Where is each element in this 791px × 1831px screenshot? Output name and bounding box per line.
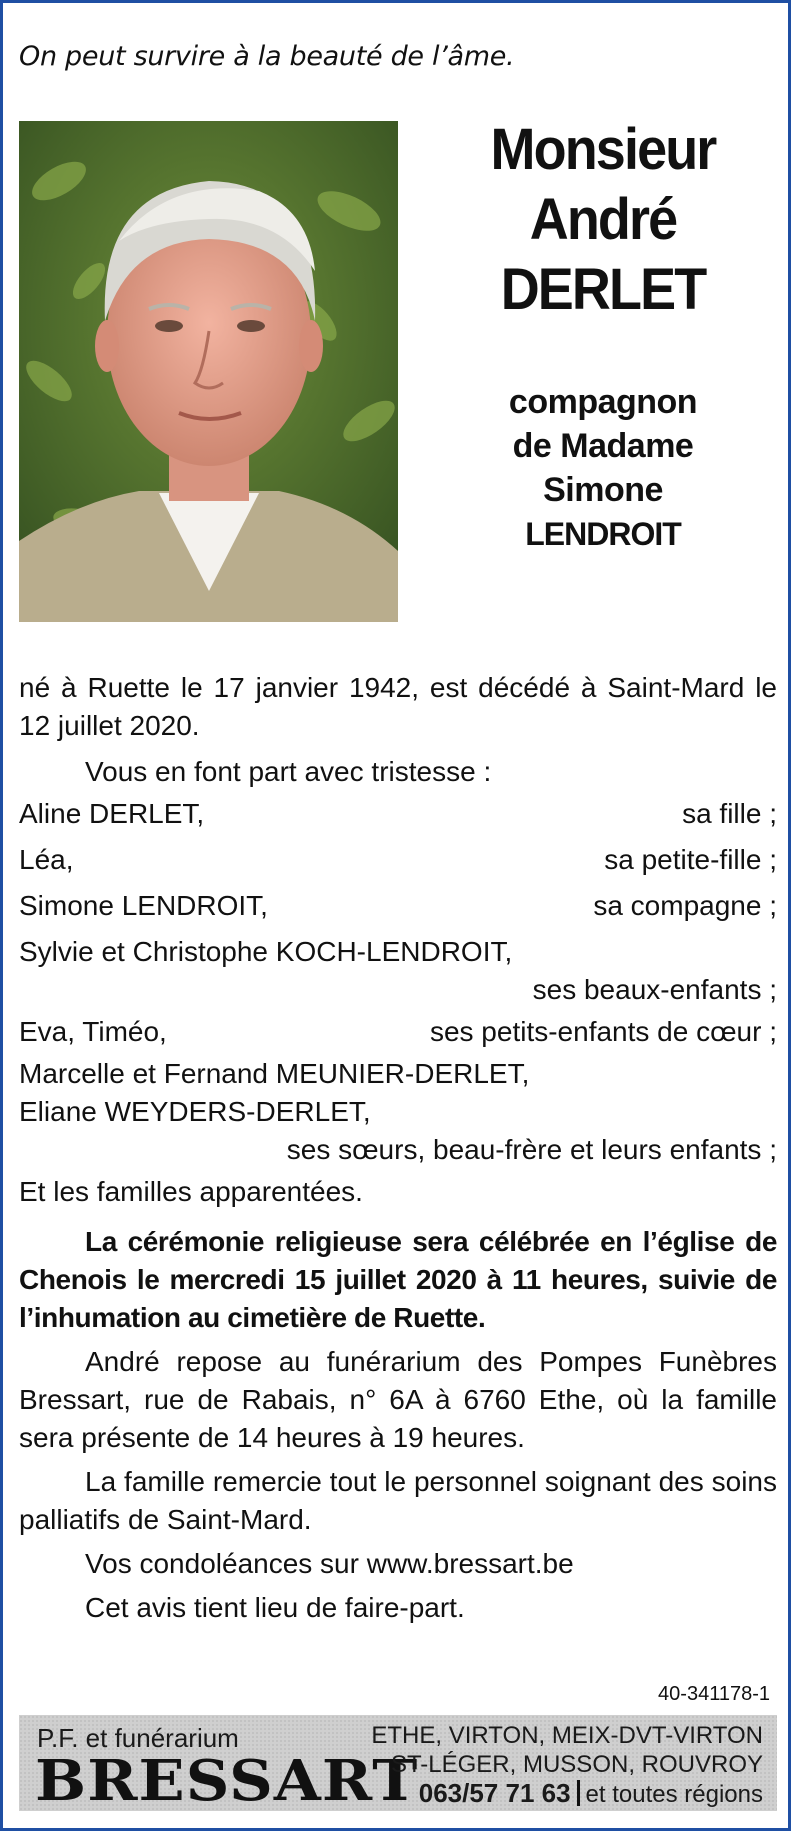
- places-line-1: ETHE, VIRTON, MEIX-DVT-VIRTON: [371, 1722, 763, 1749]
- repose-paragraph: André repose au funérarium des Pompes Funèbres Bressart, rue de Rabais, n° 6A à 6760 Ethe, où la famille sera présente de 14 heures à 19 heures.: [19, 1346, 777, 1453]
- sisters-relation: ses sœurs, beau-frère et leurs enfants ;: [286, 1134, 777, 1165]
- intro-paragraph: né à Ruette le 17 janvier 1942, est décédé à Saint-Mard le 12 juillet 2020.: [19, 672, 777, 741]
- ceremony-paragraph: La cérémonie religieuse sera célébrée en l’église de Chenois le mercredi 15 juillet 2020 à 11 heures, suivie de l’inhumation au cimetière de Ruette.: [19, 1226, 777, 1333]
- funeral-home-banner: [19, 1715, 777, 1814]
- condolences-line: Vos condoléances sur www.bressart.be: [85, 1548, 574, 1579]
- locations: [371, 1721, 763, 1809]
- family-name: Simone LENDROIT,: [19, 890, 268, 921]
- places-line-2: ST-LÉGER, MUSSON, ROUVROY: [390, 1751, 763, 1778]
- regions: et toutes régions: [585, 1781, 763, 1808]
- phone-number: 063/57 71 63: [418, 1778, 571, 1808]
- reference-number: 40-341178-1: [658, 1683, 770, 1705]
- portrait-photo: [19, 121, 398, 622]
- weyders-name: Eliane WEYDERS-DERLET,: [19, 1096, 371, 1127]
- last-name: DERLET: [500, 257, 706, 322]
- family-relation: sa compagne ;: [593, 890, 777, 921]
- family-name: Aline DERLET,: [19, 798, 205, 829]
- family-relation: sa petite-fille ;: [604, 844, 777, 875]
- separator: [577, 1780, 580, 1806]
- first-name: André: [529, 187, 677, 252]
- meunier-name: Marcelle et Fernand MEUNIER-DERLET,: [19, 1058, 530, 1089]
- families-line: Et les familles apparentées.: [19, 1176, 363, 1207]
- family-row: [19, 837, 777, 883]
- contact-line: [371, 1779, 763, 1809]
- koch-relation: ses beaux-enfants ;: [532, 974, 777, 1005]
- companion-line-2: de Madame: [512, 427, 694, 465]
- family-row: [19, 883, 777, 929]
- deceased-name: [433, 115, 773, 325]
- eva-relation: ses petits-enfants de cœur ;: [429, 1016, 777, 1047]
- portrait-illustration: [19, 121, 398, 622]
- family-relation: sa fille ;: [682, 798, 777, 829]
- family-name: Léa,: [19, 844, 74, 875]
- announce-line: Vous en font part avec tristesse :: [85, 756, 492, 787]
- family-row: [19, 791, 777, 837]
- pf-label: P.F. et funérarium: [37, 1723, 239, 1753]
- family-row: [19, 1009, 777, 1055]
- eva-name: Eva, Timéo,: [19, 1016, 167, 1047]
- koch-name: Sylvie et Christophe KOCH-LENDROIT,: [19, 936, 513, 967]
- companion-line-1: compagnon: [508, 383, 698, 421]
- obituary-body: [19, 669, 777, 1627]
- notice-line: Cet avis tient lieu de faire-part.: [85, 1592, 465, 1623]
- companion-line-3: Simone: [543, 471, 663, 509]
- title-monsieur: Monsieur: [490, 117, 716, 182]
- companion-block: [433, 380, 773, 556]
- epigraph: On peut survire à la beauté de l’âme.: [19, 41, 515, 72]
- thanks-paragraph: La famille remercie tout le personnel soignant des soins palliatifs de Saint-Mard.: [19, 1466, 777, 1535]
- companion-line-4: LENDROIT: [525, 516, 681, 552]
- brand-logo: BRESSART: [35, 1748, 419, 1814]
